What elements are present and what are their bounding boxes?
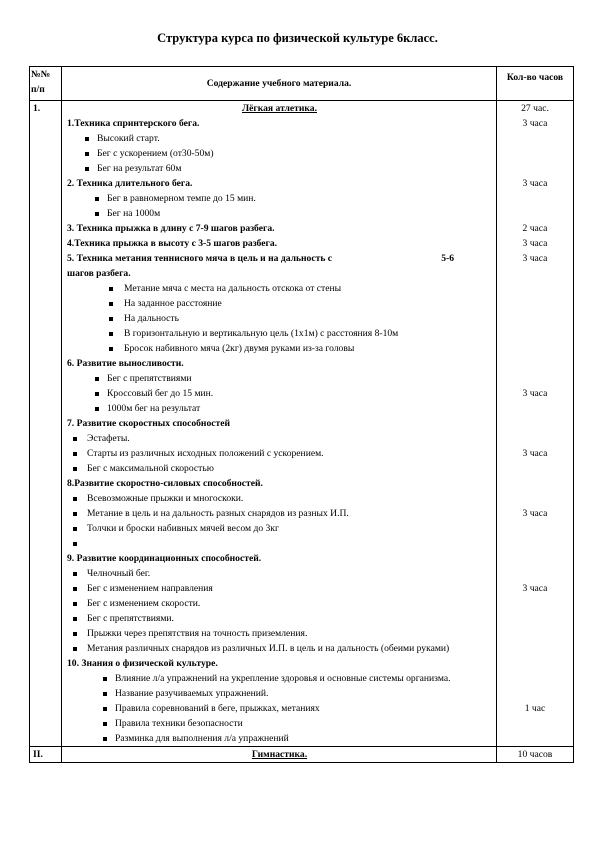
header-number-line2: п/п	[31, 84, 45, 95]
section-hours	[497, 101, 574, 747]
list-item: Метание в цель и на дальность разных снарядов из разных И.П.	[67, 506, 492, 521]
course-structure-table	[29, 66, 574, 763]
list-item: Всевозможные прыжки и многоскоки.	[67, 491, 492, 506]
list-item-empty	[67, 536, 492, 551]
list-item: Бег с ускорением (от30-50м)	[67, 146, 492, 161]
topic-hours: 3 часа	[522, 508, 548, 519]
topic-title-continuation: шагов разбега.	[67, 268, 131, 279]
topic-title	[67, 251, 492, 266]
topic-title: 10. Знания о физической культуре.	[67, 658, 218, 669]
list-item: Правила соревнований в беге, прыжках, метаниях	[67, 701, 492, 716]
section-hours-total: 27 час.	[521, 103, 549, 114]
topic-title: 8.Развитие скоростно-силовых способностей.	[67, 478, 263, 489]
list-item: Эстафеты.	[67, 431, 492, 446]
topic-items	[67, 431, 492, 476]
topic-hours: 3 часа	[522, 583, 548, 594]
list-item: Бег с препятствиями	[67, 371, 492, 386]
list-item: На заданное расстояние	[67, 296, 492, 311]
topic-hours: 3 часа	[522, 178, 548, 189]
topic-title: 4.Техника прыжка в высоту с 3-5 шагов разбега.	[67, 238, 278, 249]
list-item: В горизонтальную и вертикальную цель (1х1м) с расстояния 8-10м	[67, 326, 492, 341]
topic-items	[67, 131, 492, 176]
topic-hours: 1 час	[524, 703, 546, 714]
topic-items	[67, 491, 492, 551]
list-item: Метания различных снарядов из различных И.П. в цель и на дальность (обеими руками)	[67, 641, 492, 656]
topic-hours: 3 часа	[522, 448, 548, 459]
topic-items	[67, 191, 492, 221]
list-item: Бег на 1000м	[67, 206, 492, 221]
header-number-line1: №№	[31, 69, 51, 80]
topic-hours: 3 часа	[522, 238, 548, 249]
topic-hours: 3 часа	[522, 118, 548, 129]
section-number: II.	[30, 747, 62, 763]
topic-hours: 3 часа	[522, 388, 548, 399]
section-title: Лёгкая атлетика.	[241, 103, 317, 114]
list-item: Кроссовый бег до 15 мин.	[67, 386, 492, 401]
list-item: Бег с максимальной скоростью	[67, 461, 492, 476]
topic-title: 7. Развитие скоростных способностей	[67, 418, 230, 429]
list-item: Старты из различных исходных положений с ускорением.	[67, 446, 492, 461]
section-content	[62, 101, 497, 747]
topic-items	[67, 371, 492, 416]
header-number	[30, 67, 62, 101]
section-row-gymnastics	[30, 747, 574, 763]
list-item: Бег в равномерном темпе до 15 мин.	[67, 191, 492, 206]
list-item: Правила техники безопасности	[67, 716, 492, 731]
section-hours: 10 часов	[497, 747, 574, 763]
topic-title-right: 5-6	[441, 253, 454, 264]
topic-hours: 3 часа	[522, 253, 548, 264]
section-title: Гимнастика.	[251, 749, 308, 760]
page-title: Структура курса по физической культуре 6класс.	[157, 31, 438, 45]
section-number: 1.	[30, 101, 62, 747]
list-item: 1000м бег на результат	[67, 401, 492, 416]
table-header-row	[30, 67, 574, 101]
list-item: Бросок набивного мяча (2кг) двумя руками из-за головы	[67, 341, 492, 356]
topic-hours: 2 часа	[522, 223, 548, 234]
list-item: Бег с препятствиями.	[67, 611, 492, 626]
list-item: Прыжки через препятствия на точность приземления.	[67, 626, 492, 641]
topic-title: 2. Техника длительного бега.	[67, 178, 193, 189]
header-content: Содержание учебного материала.	[62, 67, 497, 101]
list-item: Разминка для выполнения л/а упражнений	[67, 731, 492, 746]
list-item: Челночный бег.	[67, 566, 492, 581]
list-item: Название разучиваемых упражнений.	[67, 686, 492, 701]
list-item: Высокий старт.	[67, 131, 492, 146]
list-item: На дальность	[67, 311, 492, 326]
section-row-athletics	[30, 101, 574, 747]
list-item: Бег с изменением направления	[67, 581, 492, 596]
topic-title: 3. Техника прыжка в длину с 7-9 шагов разбега.	[67, 223, 275, 234]
topic-title: 1.Техника спринтерского бега.	[67, 118, 200, 129]
section-content	[62, 747, 497, 763]
topic-items	[67, 671, 492, 746]
topic-title: 6. Развитие выносливости.	[67, 358, 184, 369]
header-hours: Кол-во часов	[497, 67, 574, 101]
topic-title: 9. Развитие координационных способностей.	[67, 553, 262, 564]
topic-items	[67, 281, 492, 356]
topic-title-left: 5. Техника метания теннисного мяча в цель и на дальность с	[67, 253, 333, 264]
list-item: Метание мяча с места на дальность отскока от стены	[67, 281, 492, 296]
list-item: Влияние л/а упражнений на укрепление здоровья и основные системы организма.	[67, 671, 492, 686]
topic-items	[67, 566, 492, 656]
list-item: Бег с изменением скорости.	[67, 596, 492, 611]
list-item: Бег на результат 60м	[67, 161, 492, 176]
list-item: Толчки и броски набивных мячей весом до 3кг	[67, 521, 492, 536]
